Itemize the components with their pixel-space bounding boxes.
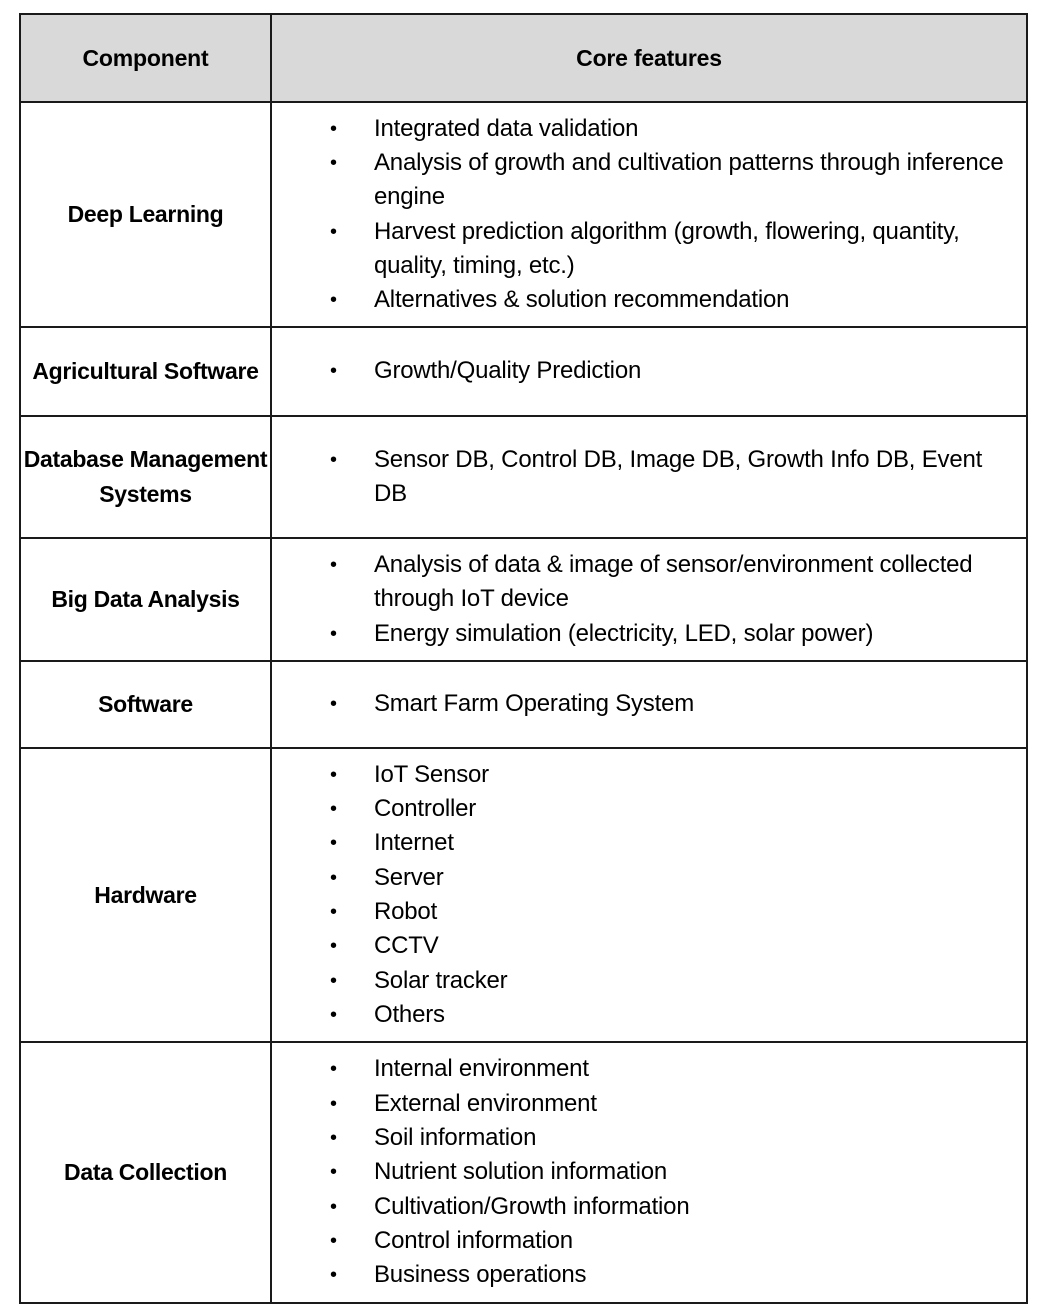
header-core-features: Core features bbox=[271, 14, 1027, 102]
feature-list bbox=[272, 548, 1026, 651]
header-row bbox=[20, 14, 1027, 102]
component-cell: Data Collection bbox=[20, 1042, 271, 1303]
feature-list bbox=[272, 687, 1026, 721]
component-cell: Deep Learning bbox=[20, 102, 271, 327]
feature-list bbox=[272, 758, 1026, 1032]
features-cell bbox=[271, 327, 1027, 416]
feature-item: • Soil information bbox=[272, 1121, 1016, 1155]
features-cell bbox=[271, 748, 1027, 1042]
feature-item: • Control information bbox=[272, 1224, 1016, 1258]
feature-item: • IoT Sensor bbox=[272, 758, 1016, 792]
component-cell: Software bbox=[20, 661, 271, 748]
features-cell bbox=[271, 1042, 1027, 1303]
feature-item: • Business operations bbox=[272, 1258, 1016, 1292]
table-row-hardware bbox=[20, 748, 1027, 1042]
feature-list bbox=[272, 112, 1026, 318]
table-row-big-data-analysis bbox=[20, 538, 1027, 661]
feature-list bbox=[272, 1052, 1026, 1292]
table-row-deep-learning bbox=[20, 102, 1027, 327]
features-cell bbox=[271, 661, 1027, 748]
feature-item: • Internet bbox=[272, 826, 1016, 860]
table-row-database-management-systems bbox=[20, 416, 1027, 538]
features-cell bbox=[271, 538, 1027, 661]
table-row-software bbox=[20, 661, 1027, 748]
feature-item: • Solar tracker bbox=[272, 964, 1016, 998]
feature-item: • Smart Farm Operating System bbox=[272, 687, 1016, 721]
component-cell: Big Data Analysis bbox=[20, 538, 271, 661]
feature-item: • External environment bbox=[272, 1087, 1016, 1121]
feature-item: • Controller bbox=[272, 792, 1016, 826]
feature-item: • Analysis of data & image of sensor/environment collected through IoT device bbox=[272, 548, 1016, 617]
component-cell: Hardware bbox=[20, 748, 271, 1042]
feature-item: • CCTV bbox=[272, 929, 1016, 963]
feature-list bbox=[272, 443, 1026, 512]
feature-item: • Alternatives & solution recommendation bbox=[272, 283, 1016, 317]
feature-list bbox=[272, 354, 1026, 388]
component-features-table bbox=[19, 13, 1028, 1304]
feature-item: • Growth/Quality Prediction bbox=[272, 354, 1016, 388]
feature-item: • Analysis of growth and cultivation patterns through inference engine bbox=[272, 146, 1016, 215]
features-cell bbox=[271, 102, 1027, 327]
header-component: Component bbox=[20, 14, 271, 102]
feature-item: • Cultivation/Growth information bbox=[272, 1190, 1016, 1224]
table-row-agricultural-software bbox=[20, 327, 1027, 416]
feature-item: • Server bbox=[272, 861, 1016, 895]
feature-item: • Energy simulation (electricity, LED, solar power) bbox=[272, 617, 1016, 651]
feature-item: • Robot bbox=[272, 895, 1016, 929]
component-cell: Database Management Systems bbox=[20, 416, 271, 538]
table-row-data-collection bbox=[20, 1042, 1027, 1303]
features-cell bbox=[271, 416, 1027, 538]
feature-item: • Harvest prediction algorithm (growth, flowering, quantity, quality, timing, etc.) bbox=[272, 215, 1016, 284]
component-cell: Agricultural Software bbox=[20, 327, 271, 416]
feature-item: • Nutrient solution information bbox=[272, 1155, 1016, 1189]
feature-item: • Integrated data validation bbox=[272, 112, 1016, 146]
feature-item: • Others bbox=[272, 998, 1016, 1032]
feature-item: • Sensor DB, Control DB, Image DB, Growth Info DB, Event DB bbox=[272, 443, 1016, 512]
feature-item: • Internal environment bbox=[272, 1052, 1016, 1086]
